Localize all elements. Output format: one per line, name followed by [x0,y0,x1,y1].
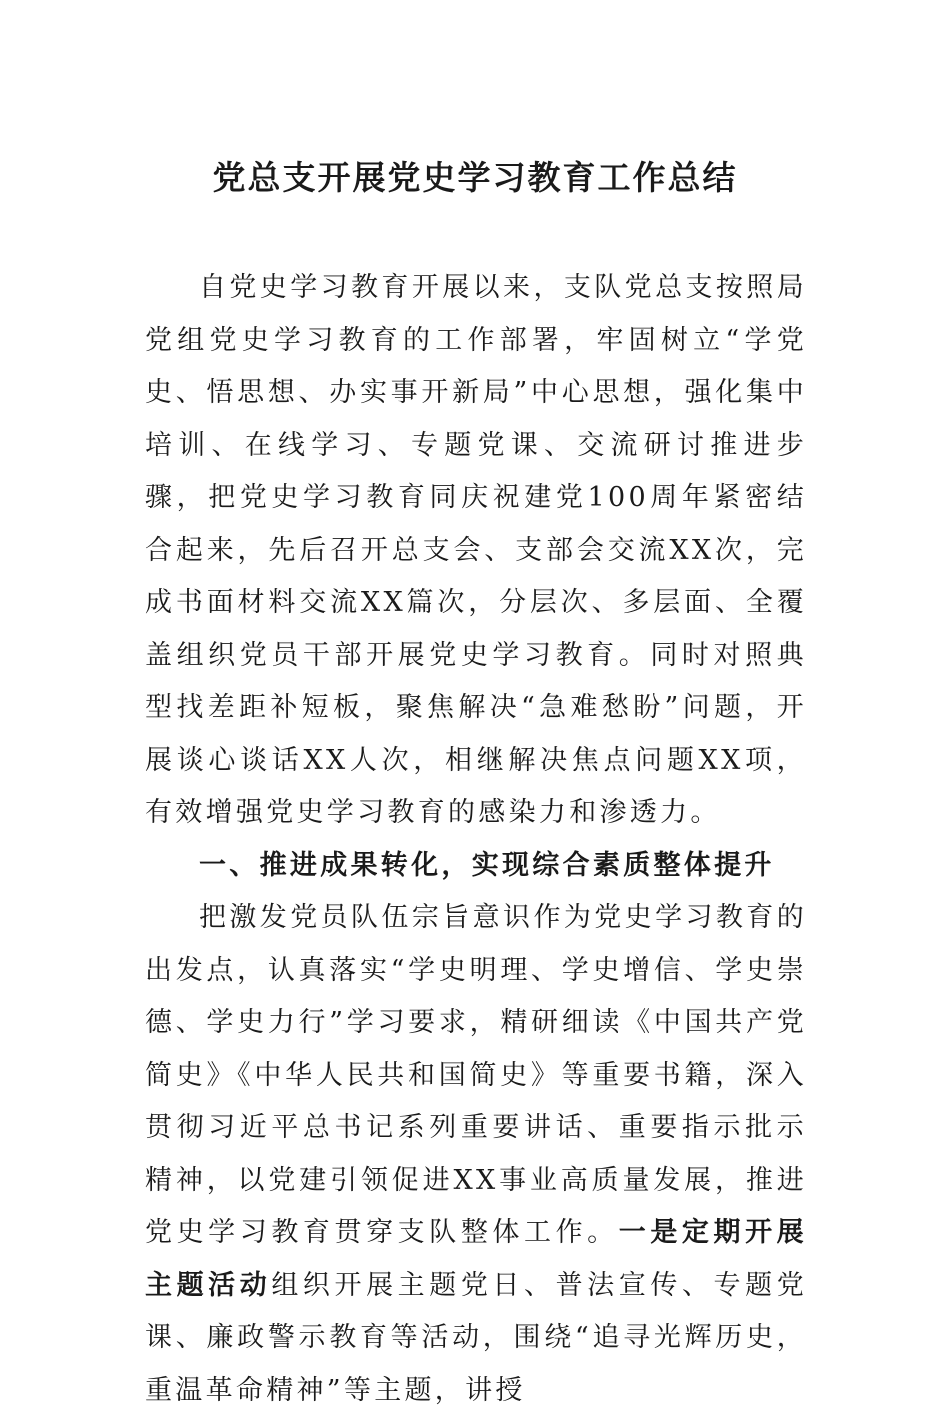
document-body [145,262,807,1417]
section-1-text: 把激发党员队伍宗旨意识作为党史学习教育的出发点，认真落实“学史明理、学史增信、学史崇德、学史力行”学习要求，精研细读《中国共产党简史》《中华人民共和国简史》等重要书籍，深入贯彻习近平总书记系列重要讲话、重要指示批示精神，以党建引领促进XX事业高质量发展，推进党史学习教育贯穿支队整体工作。 [145,902,807,1248]
section-1-paragraph [145,892,807,1417]
document-title: 党总支开展党史学习教育工作总结 [212,158,738,197]
section-1-tail: 组织开展主题党日、普法宣传、专题党课、廉政警示教育等活动，围绕“追寻光辉历史，重温革命精神”等主题，讲授 [145,1269,807,1406]
section-1-bold-phrase: 一是定期开展主题活动 [145,1217,807,1301]
intro-paragraph: 自党史学习教育开展以来，支队党总支按照局党组党史学习教育的工作部署，牢固树立“学党史、悟思想、办实事开新局”中心思想，强化集中培训、在线学习、专题党课、交流研讨推进步骤，把党史学习教育同庆祝建党100周年紧密结合起来，先后召开总支会、支部会交流XX次，完成书面材料交流XX篇次，分层次、多层面、全覆盖组织党员干部开展党史学习教育。同时对照典型找差距补短板，聚焦解决“急难愁盼”问题，开展谈心谈话XX人次，相继解决焦点问题XX项，有效增强党史学习教育的感染力和渗透力。 [145,272,807,828]
section-heading-1: 一、推进成果转化，实现综合素质整体提升 [199,849,775,881]
